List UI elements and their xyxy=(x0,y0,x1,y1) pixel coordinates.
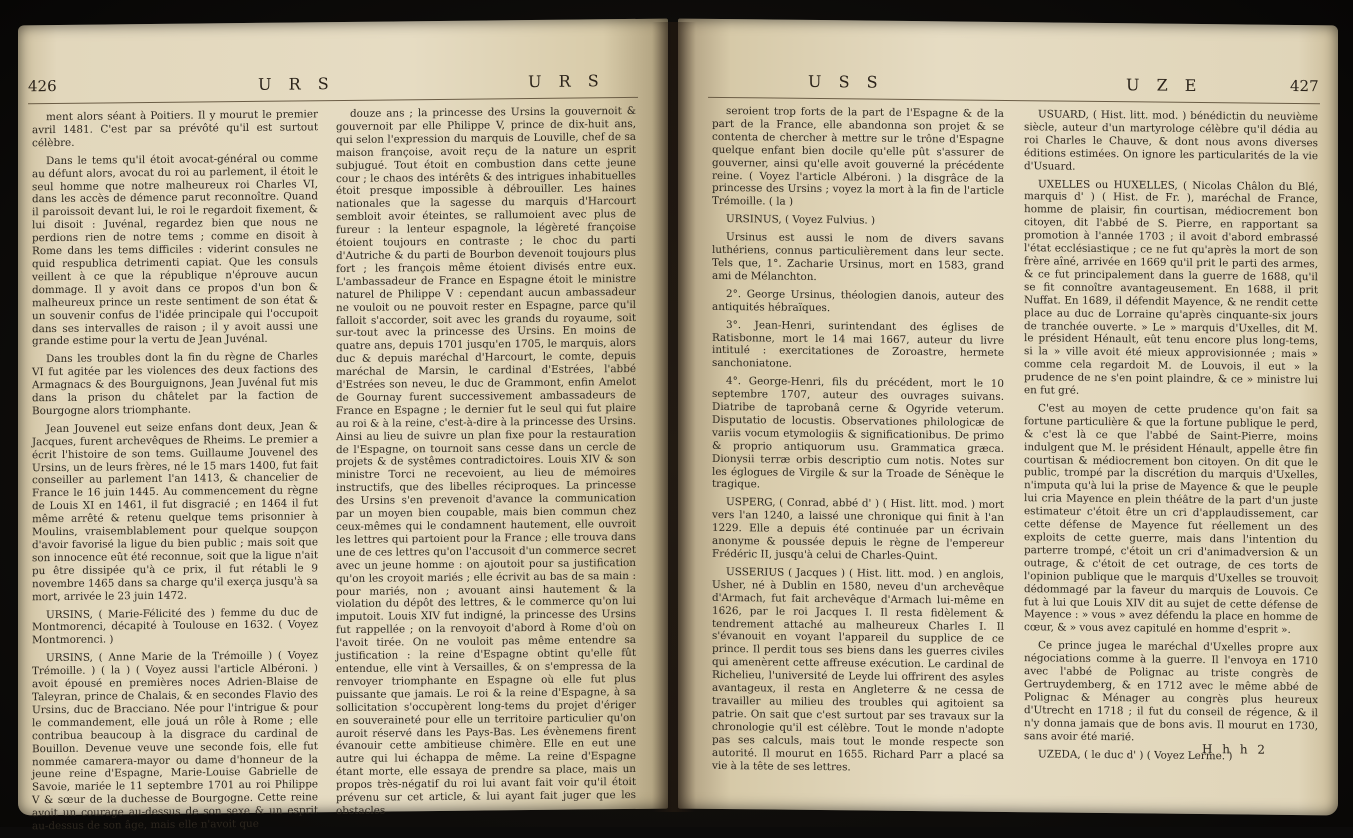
text-paragraph: Jean Jouvenel eut seize enfans dont deux, Jean & Jacques, furent archevêques de Rheims. Le premier a écrit l'histoire de son tems. Guillaume Jouvenel des Ursins, un de leurs frères, né le 15 mars 1400, fut fait conseiller au parlement l'an 1413, & chancelier de France le 16 juin 1445. Au commencement du règne de Louis XI en 1461, il fut disgracié ; en 1464 il fut même arrêté & retenu quelque tems prisonnier à Moulins, vraisemblablement pour quelque soupçon d'avoir favorisé la ligue du bien public ; mais soit que son innocence eût été reconnue, soit que la ligue n'ait pu être dissipée qu'à ce prix, il fut rétabli le 9 novembre 1465 dans sa charge qu'il exerça jusqu'à sa mort, arrivée le 23 juin 1472. xyxy=(32,420,318,603)
left-head-word-1: U R S xyxy=(258,74,335,94)
text-paragraph: seroient trop forts de la part de l'Espagne & de la part de la France, elle abandonna son projet & se contenta de chercher à mettre sur le trône d'Espagne quelque enfant bien docile qu'elle pût s'assurer de gouverner, ainsi qu'elle avoit gouverné la précédente reine. ( Voyez l'article Albéroni. ) la disgrâce de la princesse des Ursins ; voyez la mort à la fin de l'article Trémoille. ( la ) xyxy=(712,105,1004,209)
text-paragraph: URSINUS, ( Voyez Fulvius. ) xyxy=(726,213,876,227)
right-page xyxy=(678,19,1338,816)
text-paragraph: Dans les troubles dont la fin du règne de Charles VI fut agitée par les violences des deux factions des Armagnacs & des Bourguignons, Jean Juvénal fut mis dans la prison du châtelet par la faction de Bourgogne alors triomphante. xyxy=(32,350,318,418)
right-column-1 xyxy=(712,105,1004,780)
left-column-1 xyxy=(32,108,318,838)
text-paragraph: C'est au moyen de cette prudence qu'on fait sa fortune particulière & que la fortune publique le perd, & c'est là ce que l'abbé de Saint-Pierre, moins indulgent que M. le président Hénault, appelle être fin courtisan & médiocrement bon citoyen. On dit que le public, trompé par la discrétion du marquis d'Uxelles, n'imputa qu'à lui la prise de Mayence & que le peuple lui cria Mayence en plein théâtre de la part d'un juste estimateur c'étoit être un cri d'applaudissement, car cette défense de Mayence fut réellement un des exploits de cette guerre, mais dans l'intention du parterre trompé, c'étoit un cri d'animadversion & un outrage, & c'étoit de cet outrage, de ces torts de l'opinion publique que le marquis d'Uxelles se trouvoit dédommagé par la faveur du marquis de Louvois. Ce fut à lui que Louis XIV dit au sujet de cette défense de Mayence : » vous » avez défendu la place en homme de cœur, & » vous avez capitulé en homme d'esprit ». xyxy=(1024,402,1318,637)
text-paragraph: UXELLES ou HUXELLES, ( Nicolas Châlon du Blé, marquis d' ) ( Hist. de Fr. ), maréchal de France, homme de plaisir, fin courtisan, médiocrement bon citoyen, dit l'abbé de S. Pierre, en rapportant sa promotion à l'année 1703 ; il avoit d'abord embrassé l'état ecclésiastique ; ce ne fut qu'après la mort de son frère aîné, arrivée en 1669 qu'il prit le parti des armes, & ce fut principalement dans la guerre de 1688, qu'il se fit connoître avantageusement. En 1688, il prit Nuffat. En 1689, il défendit Mayence, & ne rendit cette place au duc de Lorraine qu'après cinquante-six jours de tranchée ouverte. » Le » marquis d'Uxelles, dit M. le président Hénault, eût tenu encore plus long-tems, si la » ville avoit été mieux approvisionnée ; mais » comme cela regardoit M. de Louvois, il eut » la prudence de ne s'en point plaindre, & ce » ministre lui en fut gré. xyxy=(1024,177,1318,397)
text-paragraph: 2°. George Ursinus, théologien danois, auteur des antiquités hébraïques. xyxy=(712,287,1004,314)
text-paragraph: UZEDA, ( le duc d' ) ( Voyez Lerme. ) xyxy=(1038,747,1233,762)
right-head-word-2: U Z E xyxy=(1126,75,1203,96)
page-number-right: 427 xyxy=(1290,76,1319,96)
text-paragraph: USUARD, ( Hist. litt. mod. ) bénédictin du neuvième siècle, auteur d'un martyrologe célèbre qu'il dédia au roi Charles le Chauve, & dont nous avons diverses éditions estimées. On ignore les particularités de la vie d'Usuard. xyxy=(1024,108,1318,173)
signature-mark: H h h 2 xyxy=(1202,742,1268,757)
text-paragraph: Dans le tems qu'il étoit avocat-général ou comme au défunt alors, avocat du roi au parlement, il étoit le seul homme que notre malheureux roi Charles VI, dans les accès de démence parut reconnoître. Quand il paroissoit devant lui, le roi le regardoit fixement, & lui disoit : Juvénal, regardez bien que nous ne perdions rien de notre tems ; comme en disoit à Rome dans les tems difficiles : viderint consules ne quid respublica detrimenti capiat. Que les consuls veillent à ce que la république n'éprouve aucun dommage. Il y avoit dans ce propos d'un bon & malheureux prince un reste sentiment de son état & un souvenir confus de l'idée principale qui l'occupoit dans ses intervalles de raison ; il y avoit aussi une grande estime pour la vertu de Jean Juvénal. xyxy=(32,151,318,348)
page-number-left: 426 xyxy=(28,76,57,96)
text-paragraph: douze ans ; la princesse des Ursins la gouvernoit & gouvernoit par elle Philippe V, prince de dix-huit ans, qui selon l'expression du marquis de Louville, chef de sa maison françoise, avoit reçu de la nature un esprit subjugué. Tout étoit en combustion dans cette jeune cour ; le chaos des intérêts & des intrigues inhabituelles étoit presque impossible à débrouiller. Les haines nationales que la sagesse du marquis d'Harcourt sembloit avoir éteintes, se rallumoient avec plus de fureur : la lenteur espagnole, la légèreté françoise étoient toujours en contraste ; le choc du parti d'Autriche & du parti de Bourbon devenoit toujours plus fort ; les françois même étoient divisés entre eux. L'ambassadeur de France en Espagne étoit le ministre naturel de Philippe V : cependant aucun ambassadeur ne vouloit ou ne pouvoit rester en Espagne, parce qu'il falloit s'accorder, soit avec les grands du royaume, soit sur-tout avec la princesse des Ursins. En moins de quatre ans, depuis 1701 jusqu'en 1705, le marquis, alors duc & depuis maréchal d'Harcourt, le comte, depuis maréchal de Marsin, le cardinal d'Estrées, l'abbé d'Estrées son neveu, le duc de Grammont, enfin Amelot de Gournay furent successivement ambassadeurs de France en Espagne ; le dernier fut le seul qui fut plaire au roi & à la reine, c'est-à-dire à la princesse des Ursins. Ainsi au lieu de suivre un plan fixe pour la restauration de l'Espagne, on tournoit sans cesse dans un cercle de projets & de systêmes contradictoires. Louis XIV & son ministre Torci ne recevoient, au lieu de mémoires instructifs, que des libelles réciproques. La princesse des Ursins s'en prevenoit d'avance la communication par un moyen bien coupable, mais bien commun chez ceux-mêmes qui le condamnent hautement, elle ouvroit les lettres qui partoient pour la France ; elle trouva dans une de ces lettres qu'on l'accusoit d'un commerce secret avec un jeune homme : on ajoutoit pour sa justification qu'on les croyoit mariés ; elle écrivit au bas de sa main : pour mariés, non ; avouant ainsi hautement & la violation du dépôt des lettres, & le commerce qu'on lui imputoit. Louis XIV fut indigné, la princesse des Ursins fut rappellée ; on la renvoyoit d'abord à Rome d'où on l'avoit tirée. On ne vouloit pas même entendre sa justification : la reine d'Espagne obtint qu'elle fût entendue, elle vint à Versailles, & on s'empressa de la renvoyer triomphante en Espagne où elle fut plus puissante que jamais. Le roi & la reine d'Espagne, à sa sollicitation s'occupèrent long-tems du projet d'ériger en souveraineté pour elle un territoire particulier qu'on auroit réservé dans les Pays-Bas. Les évènemens firent évanouir cette ambitieuse chimère. Elle en eut une autre qui lui échappa de même. La reine d'Espagne étant morte, elle essaya de prendre sa place, mais un propos très-négatif du roi lui avant fait voir qu'il étoit prévenu sur cet article, & lui ayant fait juger que les obstacles xyxy=(336,104,636,818)
text-paragraph: URSINS, ( Marie-Félicité des ) femme du duc de Montmorenci, décapité à Toulouse en 1632. ( Voyez Montmorenci. ) xyxy=(32,605,318,647)
text-paragraph: USPERG, ( Conrad, abbé d' ) ( Hist. litt. mod. ) mort vers l'an 1240, a laissé une chronique qui finit à l'an 1229. Elle a depuis été continuée par un écrivain anonyme & poussée depuis le règne de l'empereur Frédéric II, jusqu'à celui de Charles-Quint. xyxy=(712,496,1004,563)
left-page xyxy=(18,19,668,833)
left-head-word-2: U R S xyxy=(528,71,605,92)
text-paragraph: ment alors séant à Poitiers. Il y mourut le premier avril 1481. C'est par sa prévôté qu'il est surtout célèbre. xyxy=(32,108,318,150)
right-column-2 xyxy=(1024,108,1318,768)
text-paragraph: USSERIUS ( Jacques ) ( Hist. litt. mod. ) en anglois, Usher, né à Dublin en 1580, neveu d'un archevêque d'Armach, fut fait archevêque d'Armach lui-même en 1626, par le roi Jacques I. Il resta fidèlement & tendrement attaché au malheureux Charles I. Il s'évanouit en voyant l'appareil du supplice de ce prince. Il perdit tous ses biens dans les guerres civiles qui amenèrent cette affreuse exécution. Le cardinal de Richelieu, l'université de Leyde lui offrirent des asyles avantageux, il resta en Angleterre & ne cessa de travailler au milieu des troubles qui agitoient sa patrie. On sait que c'est surtout par ses travaux sur la chronologie qu'il est célèbre. Tout le monde n'adopte pas ses calculs, mais tout le monde respecte son autorité. Il mourut en 1655. Richard Parr a placé sa vie à la tête de ses lettres. xyxy=(712,565,1004,773)
left-column-2 xyxy=(336,105,636,823)
text-paragraph: URSINS, ( Anne Marie de la Trémoille ) ( Voyez Trémoille. ) ( la ) ( Voyez aussi l'article Albéroni. ) avoit épousé en premières noces Adrien-Blaise de Taleyran, prince de Chalais, & en secondes Flavio des Ursins, duc de Bracciano. Née pour l'intrigue & pour le commandement, elle jouá un rôle à Rome ; elle contribua beaucoup à la disgrace du cardinal de Bouillon. Devenue veuve une seconde fois, elle fut nommée camarera-mayor ou dame d'honneur de la jeune reine d'Espagne, Marie-Louise Gabrielle de Savoie, mariée le 11 septembre 1701 au roi Philippe V & sœur de la duchesse de Bourgogne. Cette reine avoit un courage au-dessus de son sexe & un esprit au-dessus de son âge, mais elle n'avoit que xyxy=(32,649,318,833)
text-paragraph: 3°. Jean-Henri, surintendant des églises de Ratisbonne, mort le 14 mai 1667, auteur du livre intitulé : exercitationes de Zoroastre, hermete sanchoniatone. xyxy=(712,318,1004,371)
right-head-word-1: U S S xyxy=(808,71,884,92)
text-paragraph: Ce prince jugea le maréchal d'Uxelles propre aux négociations comme à la guerre. Il l'envoya en 1710 avec l'abbé de Polignac au triste congrès de Gertruydemberg, & en 1712 avec le même abbé de Polignac & Ménager au congrès plus heureux d'Utrecht en 1718 ; il fut du conseil de régence, & il n'y donna jamais que de bons avis. Il mourut en 1730, sans avoir été marié. xyxy=(1024,639,1318,743)
text-paragraph: Ursinus est aussi le nom de divers savans luthériens, connus particulièrement dans leur secte. Tels que, 1°. Zacharie Ursinus, mort en 1583, grand ami de Mélanchton. xyxy=(712,231,1004,283)
text-paragraph: 4°. George-Henri, fils du précédent, mort le 10 septembre 1707, auteur des ouvrages suivans. Diatribe de taprobanâ cerne & Ogyride veterum. Disputatio de locustis. Observationes philologicæ de variis vocum etymologiis & significationibus. De primo & proprio antiquorum usu. Grammatica græca. Dionysii terræ orbis descriptio cum notis. Notes sur les églogues de Virgile & sur la Troade de Sénèque le tragique. xyxy=(712,375,1004,491)
